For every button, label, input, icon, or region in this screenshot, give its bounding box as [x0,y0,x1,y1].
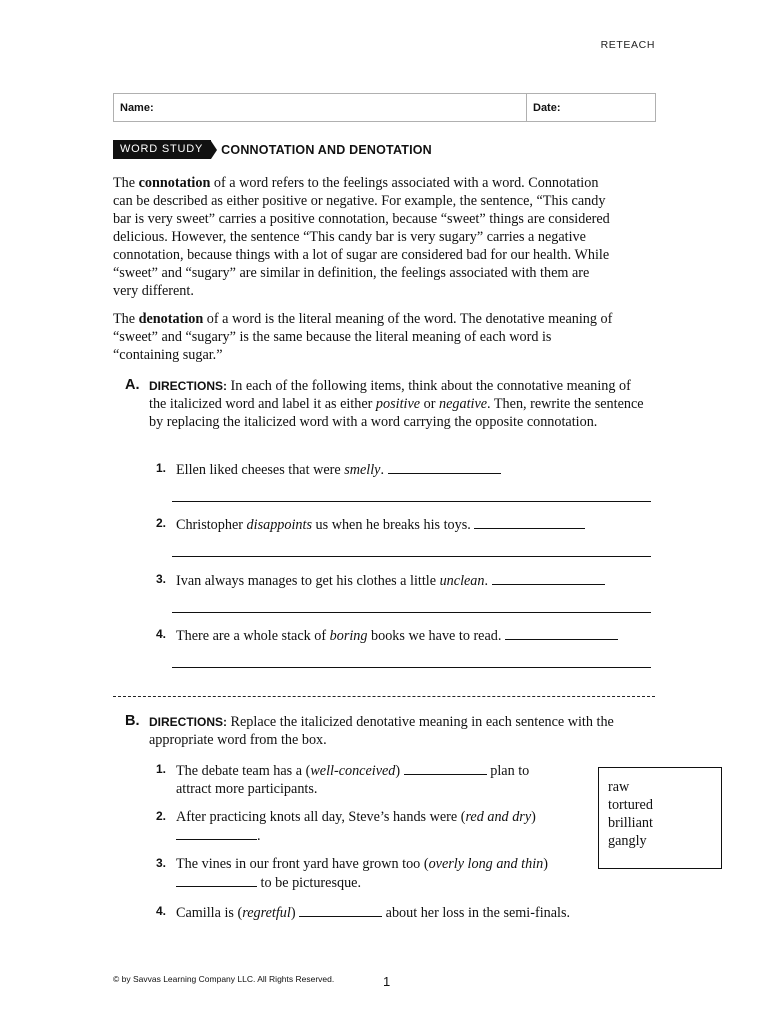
item-b4-number: 4. [156,904,167,918]
section-divider [113,696,655,697]
item-b3-blank[interactable] [176,873,257,887]
item-b2-pre: After practicing knots all day, Steve’s hands were ( [176,809,466,825]
item-a3-post: . [484,573,492,589]
item-b3-mid: ) [543,856,548,872]
word-bank-item: gangly [608,833,647,849]
item-a4-label-blank[interactable] [505,626,618,640]
section-a-letter: A. [125,377,140,393]
item-b3 [176,855,576,892]
directions-label: DIRECTIONS: [149,715,227,729]
item-a1-answer-line[interactable] [172,501,651,502]
item-b4-italic: regretful [242,905,291,921]
item-b2-blank[interactable] [176,826,257,840]
item-a3 [176,571,605,590]
item-a4 [176,626,618,645]
item-b4 [176,903,606,922]
dir-a-positive: positive [375,396,421,412]
item-a1-label-blank[interactable] [388,460,501,474]
item-a4-pre: There are a whole stack of [176,628,330,644]
dir-b-text: Replace the italicized denotative meaning in each sentence with the appropriate word from the box. [149,714,614,748]
name-field[interactable] [114,94,527,121]
item-a2-post: us when he breaks his toys. [311,517,475,533]
item-b2-number: 2. [156,809,167,823]
item-a4-number: 4. [156,627,167,641]
item-a1 [176,460,501,479]
item-a2 [176,515,585,534]
item-a3-answer-line[interactable] [172,612,651,613]
item-b4-mid: ) [290,905,300,921]
item-a2-label-blank[interactable] [474,515,585,529]
item-b1 [176,761,568,798]
name-date-box [113,93,656,122]
item-b2-mid: ) [531,809,536,825]
name-label: Name: [120,101,154,114]
item-a1-italic: smelly [344,462,381,478]
item-a1-pre: Ellen liked cheeses that were [176,462,345,478]
item-b4-blank[interactable] [299,903,382,917]
p1-post: of a word refers to the feelings associated with a word. Connotation can be described as either positive or negative. For example, the sentence, “This candy bar is very sweet” carries a positive connotation, because “sweet” things are considered delicious. However, the sentence “This candy bar is very sugary” carries a negative connotation, because things with a lot of sugar are considered bad for our health. While “sweet” and “sugary” are similar in definition, the feelings associated with them are very different. [113,175,610,299]
word-bank-item: raw [608,779,630,795]
denotation-term: denotation [138,311,204,327]
item-b1-pre: The debate team has a ( [176,763,311,779]
reteach-label: RETEACH [600,39,655,51]
item-b1-number: 1. [156,762,167,776]
connotation-paragraph [113,174,613,300]
item-b2-post: . [257,828,261,844]
item-a3-pre: Ivan always manages to get his clothes a little [176,573,440,589]
denotation-paragraph [113,310,613,364]
item-b4-pre: Camilla is ( [176,905,243,921]
item-a1-number: 1. [156,461,167,475]
item-b1-italic: well-conceived [310,763,396,779]
item-b3-italic: overly long and thin [428,856,544,872]
item-a4-answer-line[interactable] [172,667,651,668]
dir-a-text-3: . Then, rewrite the sentence by replacing the italicized word with a word carrying the opposite connotation. [149,396,644,430]
item-b1-post: plan to attract more participants. [176,763,530,797]
dir-a-text-1: In each of the following items, think about the connotative meaning of the italicized word and label it as either [149,378,631,412]
item-b1-mid: ) [395,763,404,779]
page-title: CONNOTATION AND DENOTATION [221,142,432,157]
p2-pre: The [113,311,139,327]
date-label: Date: [533,101,561,114]
date-field[interactable] [527,94,655,121]
item-a2-number: 2. [156,516,167,530]
p1-pre: The [113,175,139,191]
p2-post: of a word is the literal meaning of the word. The denotative meaning of “sweet” and “sugary” is the same because the literal meaning of each word is “containing sugar.” [113,311,613,363]
word-bank-item: tortured [608,797,653,813]
item-b3-pre: The vines in our front yard have grown too ( [176,856,429,872]
item-b4-post: about her loss in the semi-finals. [382,905,571,921]
copyright-footer: © by Savvas Learning Company LLC. All Rights Reserved. [113,974,335,984]
dir-a-negative: negative [438,396,488,412]
item-a2-italic: disappoints [246,517,312,533]
item-a2-pre: Christopher [176,517,247,533]
item-b1-blank[interactable] [404,761,487,775]
item-a4-italic: boring [329,628,368,644]
item-a1-post: . [380,462,388,478]
word-bank-box [598,767,722,869]
badge-arrow-icon [211,141,217,159]
word-bank-item: brilliant [608,815,653,831]
title-bar [113,140,432,159]
section-a-directions [149,377,649,431]
item-b3-post: to be picturesque. [257,875,362,891]
dir-a-text-2: or [420,396,439,412]
item-b2 [176,808,576,845]
item-a3-number: 3. [156,572,167,586]
item-a3-label-blank[interactable] [492,571,605,585]
connotation-term: connotation [138,175,211,191]
section-b-directions [149,713,649,749]
item-a2-answer-line[interactable] [172,556,651,557]
item-a4-post: books we have to read. [367,628,505,644]
item-b3-number: 3. [156,856,167,870]
section-b-letter: B. [125,713,140,729]
word-study-badge: WORD STUDY [113,140,211,159]
item-b2-italic: red and dry [465,809,532,825]
item-a3-italic: unclean [439,573,485,589]
directions-label: DIRECTIONS: [149,379,227,393]
page-number: 1 [383,974,391,989]
